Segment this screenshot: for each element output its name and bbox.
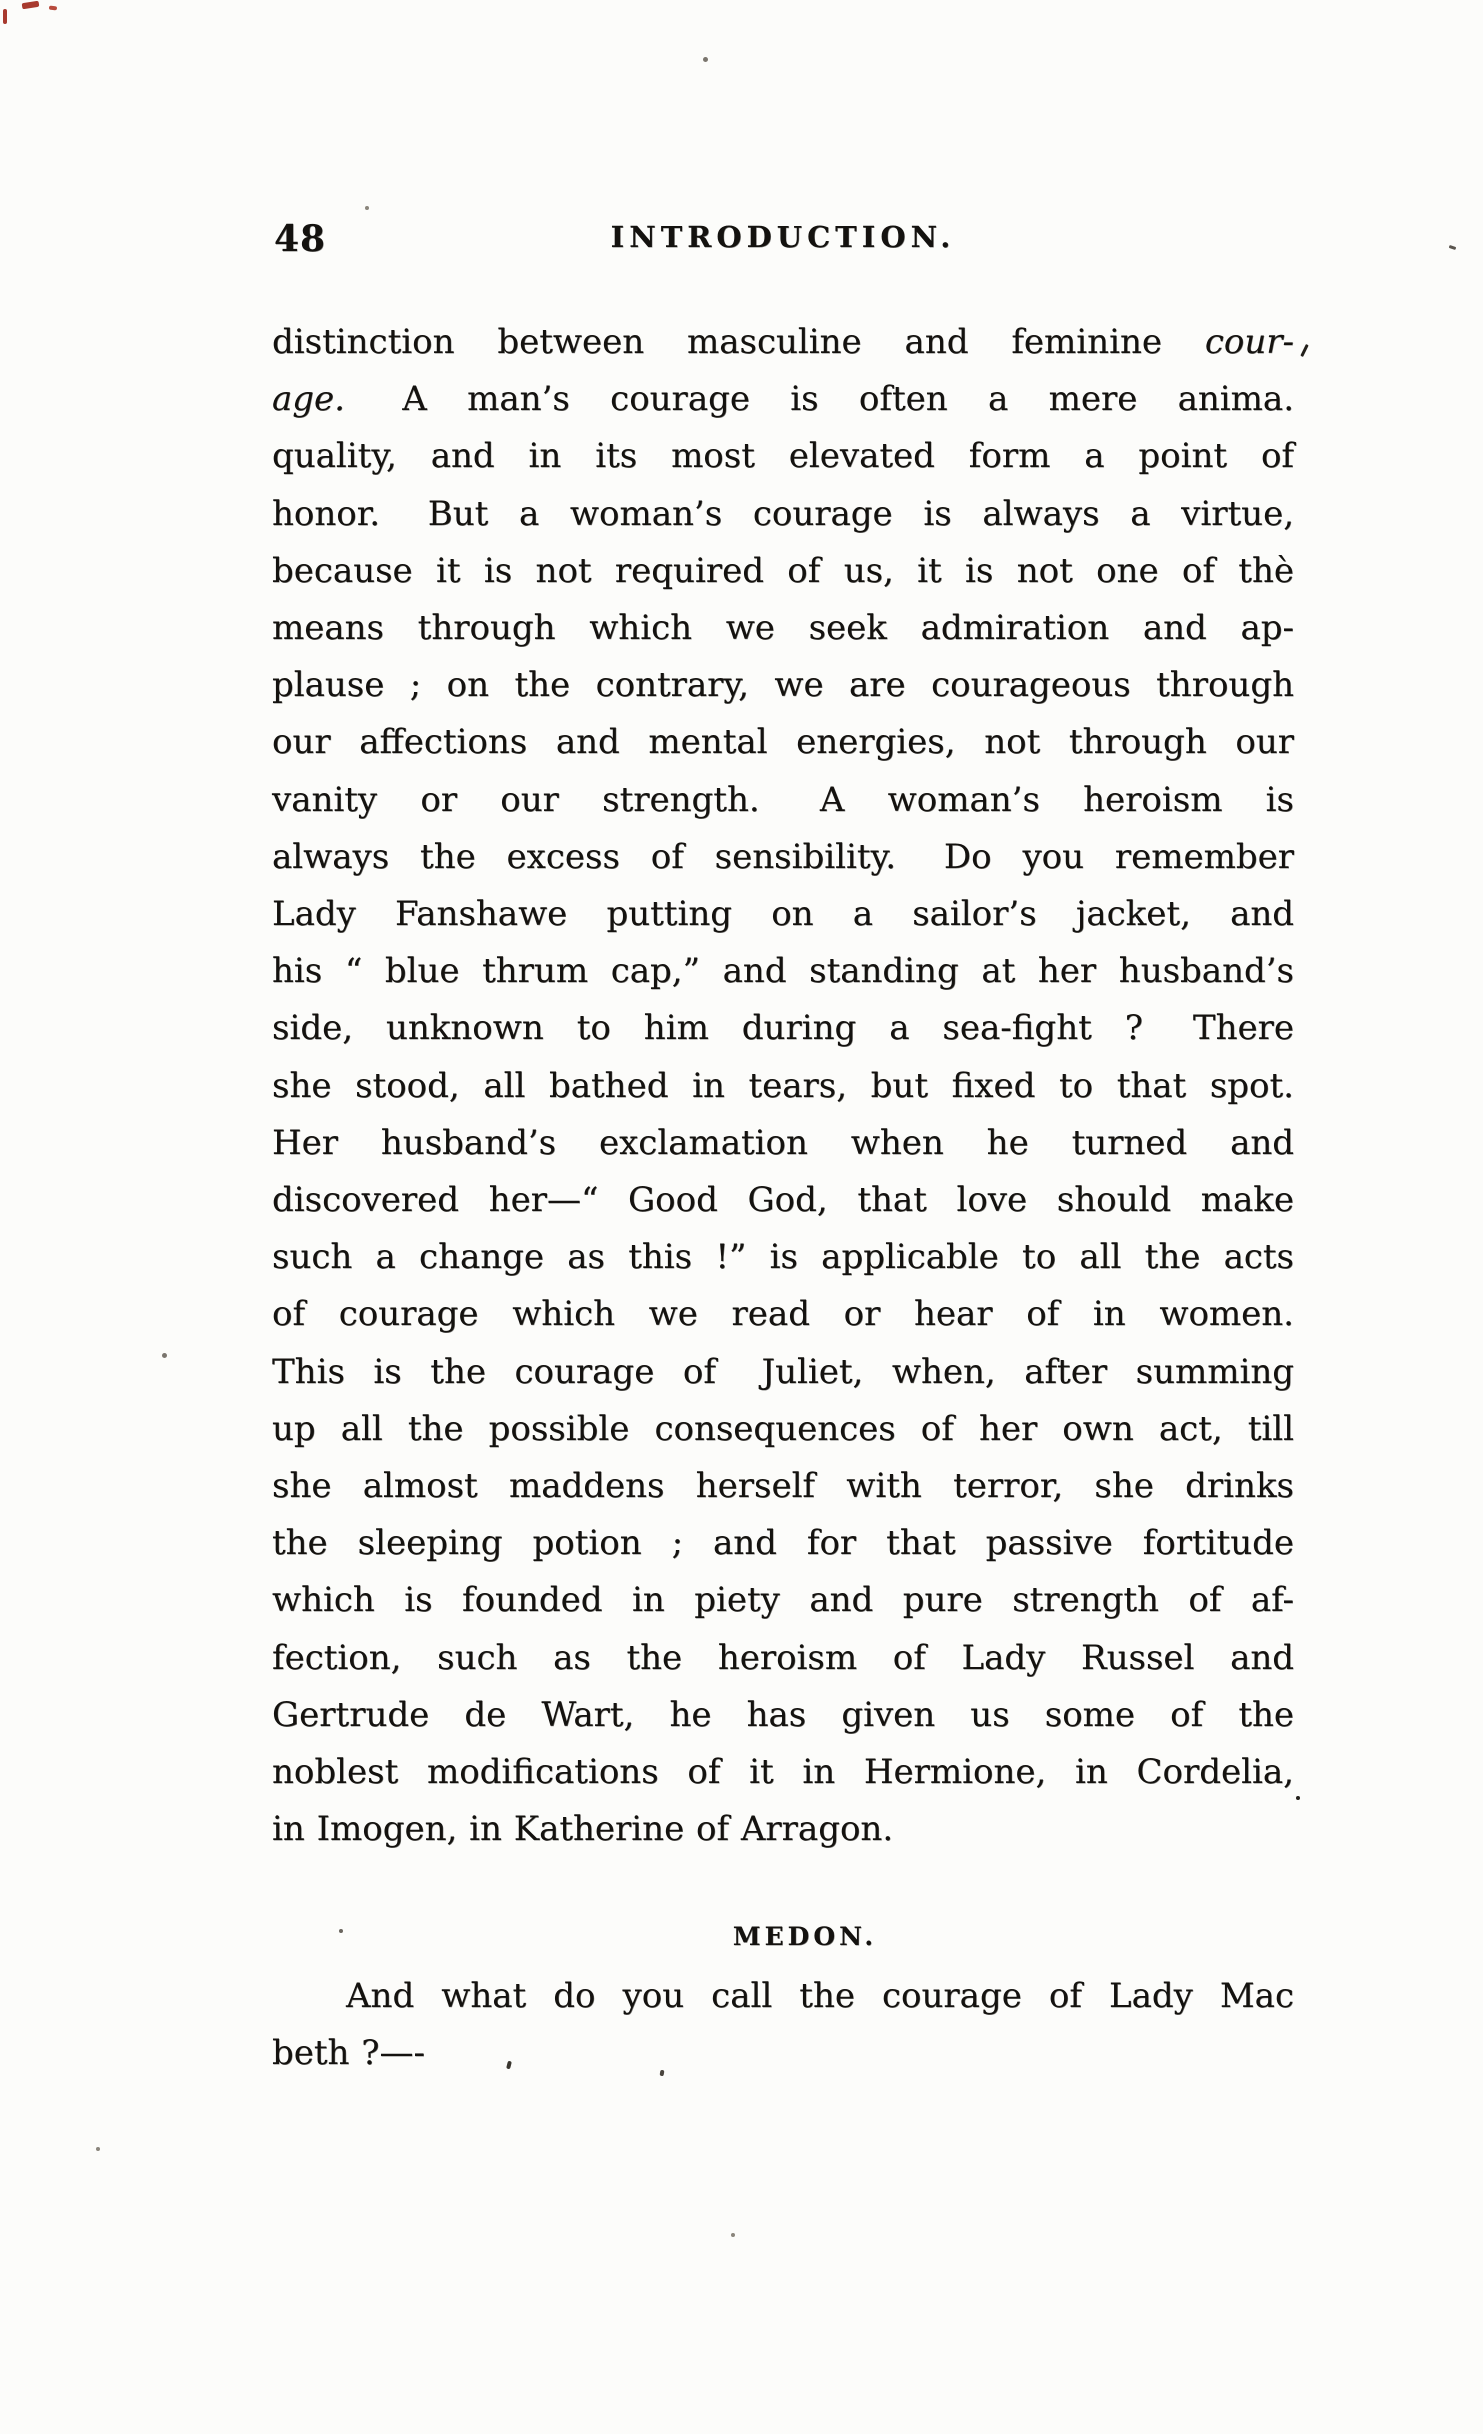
text-line: means through which we seek admiration and ap- xyxy=(272,608,1294,649)
text-line: which is founded in piety and pure strength of af- xyxy=(272,1580,1294,1621)
scan-speck xyxy=(339,1929,343,1933)
text-segment: A man’s courage is often a mere anima. xyxy=(344,379,1294,420)
scan-speck xyxy=(1300,344,1308,357)
text-segment-italic: age. xyxy=(272,379,345,420)
scan-speck xyxy=(731,2233,735,2237)
scan-speck xyxy=(1449,245,1457,250)
text-line: This is the courage of Juliet, when, after summing xyxy=(272,1351,1294,1392)
speaker-medon: MEDON. xyxy=(732,1922,878,1951)
text-line: Lady Fanshawe putting on a sailor’s jacket, and xyxy=(272,894,1294,935)
text-line: discovered her—“ Good God, that love should make xyxy=(272,1180,1294,1221)
text-segment: distinction between masculine and feminine xyxy=(272,322,1205,362)
text-line: And what do you call the courage of Lady Mac xyxy=(346,1976,1294,2016)
text-line: because it is not required of us, it is not one of thè xyxy=(272,550,1294,591)
text-line: noblest modifications of it in Hermione, in Cordelia, xyxy=(272,1752,1294,1793)
scan-speck xyxy=(1296,1796,1300,1800)
text-line: our affections and mental energies, not through our xyxy=(272,722,1294,763)
running-header-title: INTRODUCTION. xyxy=(610,220,956,254)
running-head xyxy=(272,216,1294,260)
scan-speck xyxy=(365,206,369,210)
text-line: quality, and in its most elevated form a point of xyxy=(272,436,1294,477)
scan-speck xyxy=(162,1353,167,1358)
scan-red-mark xyxy=(49,6,57,11)
paragraph-courage xyxy=(272,314,1294,1858)
text-line: beth ?—- xyxy=(272,2033,425,2074)
text-line: she stood, all bathed in tears, but fixed to that spot. xyxy=(272,1065,1294,1106)
text-line: vanity or our strength. A woman’s heroism is xyxy=(272,779,1294,820)
paragraph-medon-question xyxy=(272,1968,1294,2082)
text-line: Gertrude de Wart, he has given us some of the xyxy=(272,1694,1294,1735)
text-line: of courage which we read or hear of in women. xyxy=(272,1294,1294,1335)
scan-speck xyxy=(703,57,708,62)
text-line: in Imogen, in Katherine of Arragon. xyxy=(272,1809,894,1850)
text-line xyxy=(272,371,1294,428)
page-number: 48 xyxy=(274,218,327,260)
text-line: up all the possible consequences of her own act, till xyxy=(272,1408,1294,1449)
text-line: Her husband’s exclamation when he turned and xyxy=(272,1122,1294,1163)
scan-red-mark xyxy=(3,9,7,24)
text-segment-italic: cour- xyxy=(1204,322,1294,362)
text-line: his “ blue thrum cap,” and standing at her husband’s xyxy=(272,951,1294,992)
text-line: fection, such as the heroism of Lady Russel and xyxy=(272,1637,1294,1678)
text-line: honor. But a woman’s courage is always a virtue, xyxy=(272,493,1294,534)
scan-red-mark xyxy=(22,1,40,10)
text-line: plause ; on the contrary, we are courageous through xyxy=(272,665,1294,706)
text-line: side, unknown to him during a sea-fight ? There xyxy=(272,1008,1294,1049)
text-line: such a change as this !” is applicable to all the acts xyxy=(272,1237,1294,1278)
text-line: she almost maddens herself with terror, she drinks xyxy=(272,1466,1294,1507)
text-line: the sleeping potion ; and for that passive fortitude xyxy=(272,1523,1294,1564)
text-line xyxy=(272,314,1294,371)
scan-speck xyxy=(96,2147,100,2151)
text-line: always the excess of sensibility. Do you remember xyxy=(272,836,1294,877)
